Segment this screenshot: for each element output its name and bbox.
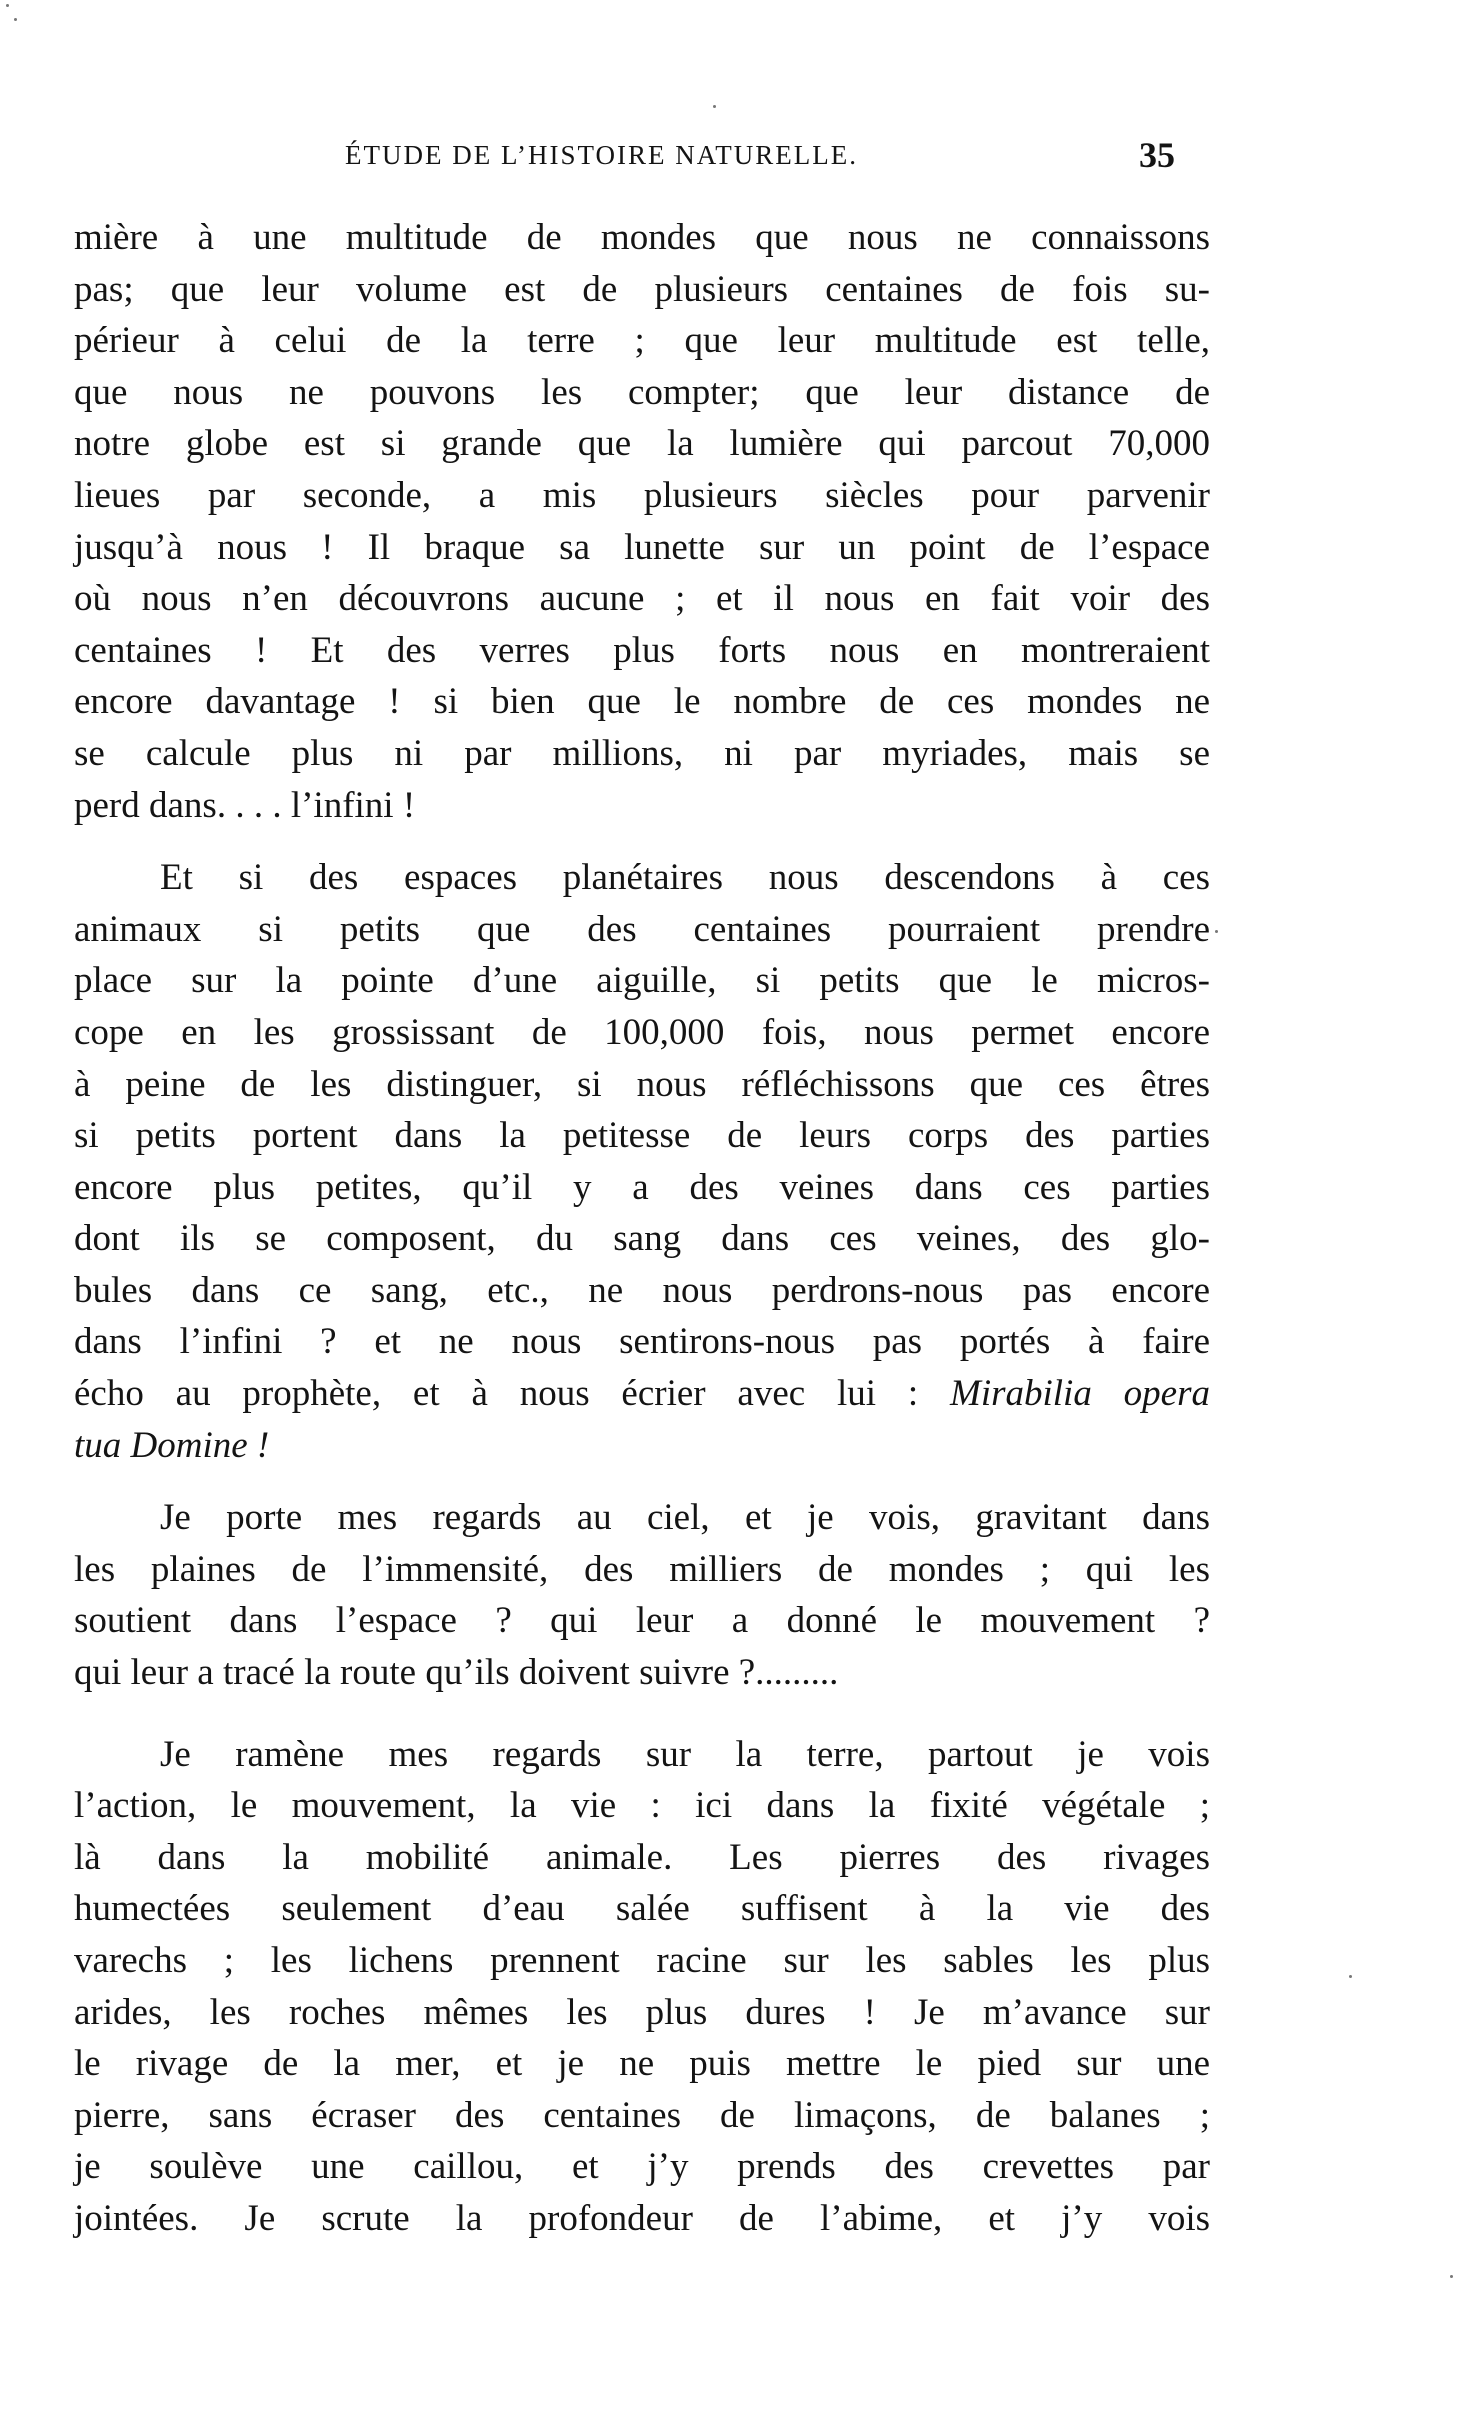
text-line: humectées seulement d’eau salée suffisent à la vie des [74,1888,1210,1930]
text-line: perd dans. . . . l’infini ! [74,784,416,826]
text-line: que nous ne pouvons les compter; que leur distance de [74,371,1210,413]
text-line: à peine de les distinguer, si nous réfléchissons que ces êtres [74,1063,1210,1105]
text-line: place sur la pointe d’une aiguille, si petits que le micros- [74,960,1210,1002]
text-line: encore davantage ! si bien que le nombre de ces mondes ne [74,681,1210,723]
text-line: les plaines de l’immensité, des milliers de mondes ; qui les [74,1548,1210,1590]
latin-quote: Mirabilia opera [950,1373,1210,1415]
text-line: je soulève une caillou, et j’y prends des crevettes par [74,2146,1210,2188]
scan-speck [1349,1975,1352,1978]
page-number: 35 [1139,135,1175,175]
text-line: cope en les grossissant de 100,000 fois, nous permet encore [74,1011,1210,1053]
text-line: si petits portent dans la petitesse de leurs corps des parties [74,1115,1210,1157]
text-line: où nous n’en découvrons aucune ; et il nous en fait voir des [74,578,1210,620]
text-line: l’action, le mouvement, la vie : ici dans la fixité végétale ; [74,1785,1210,1827]
text-line: encore plus petites, qu’il y a des veines dans ces parties [74,1166,1210,1208]
text-line: se calcule plus ni par millions, ni par myriades, mais se [74,732,1210,774]
body-text [74,212,1210,2245]
paragraph-gap [74,1699,1210,1729]
text-line: centaines ! Et des verres plus forts nous en montreraient [74,629,1210,671]
text-line: dans l’infini ? et ne nous sentirons-nous pas portés à faire [74,1321,1210,1363]
text-line: bules dans ce sang, etc., ne nous perdrons-nous pas encore [74,1269,1210,1311]
text-line: Et si des espaces planétaires nous descendons à ces [160,857,1210,899]
text-line: pierre, sans écraser des centaines de limaçons, de balanes ; [74,2094,1210,2136]
text-line: le rivage de la mer, et je ne puis mettre le pied sur une [74,2043,1210,2085]
text-line: lieues par seconde, a mis plusieurs siècles pour parvenir [74,474,1210,516]
scan-speck [14,18,17,21]
running-title: ÉTUDE DE L’HISTOIRE NATURELLE. [345,140,858,170]
text-line: dont ils se composent, du sang dans ces veines, des glo- [74,1218,1210,1260]
text-line: Je porte mes regards au ciel, et je vois, gravitant dans [160,1497,1210,1539]
text-line: mière à une multitude de mondes que nous ne connaissons [74,217,1210,258]
text-line: pas; que leur volume est de plusieurs centaines de fois su- [74,268,1210,310]
text-line: soutient dans l’espace ? qui leur a donné le mouvement ? [74,1600,1210,1642]
text-line: notre globe est si grande que la lumière qui parcout 70,000 [74,423,1210,465]
text-line: animaux si petits que des centaines pourraient prendre [74,908,1210,950]
scan-speck [713,105,716,108]
paragraph-1 [74,212,1210,831]
text-line [74,1420,1210,1472]
text-line: jointées. Je scrute la profondeur de l’abime, et j’y vois [74,2197,1210,2239]
paragraph-gap [74,831,1210,852]
text-line: varechs ; les lichens prennent racine sur les sables les plus [74,1940,1210,1981]
paragraph-3 [74,1492,1210,1698]
latin-quote-end: tua Domine ! [74,1424,270,1466]
text-line: périeur à celui de la terre ; que leur multitude est telle, [74,320,1210,362]
running-header [345,134,1175,178]
scan-speck [6,4,9,7]
text-span: écho au prophète, et à nous écrier avec lui : [74,1373,919,1415]
scan-speck [1450,2275,1453,2278]
text-line: arides, les roches mêmes les plus dures ! Je m’avance sur [74,1991,1210,2033]
text-line: qui leur a tracé la route qu’ils doivent suivre ?......... [74,1652,839,1694]
paragraph-2 [74,852,1210,1471]
paragraph-4 [74,1729,1210,2245]
text-line: là dans la mobilité animale. Les pierres des rivages [74,1836,1210,1878]
text-line-mixed [74,1368,1210,1420]
scan-speck [1215,930,1218,933]
text-line: Je ramène mes regards sur la terre, partout je vois [160,1733,1210,1775]
text-line: jusqu’à nous ! Il braque sa lunette sur un point de l’espace [74,526,1210,568]
paragraph-gap [74,1471,1210,1492]
